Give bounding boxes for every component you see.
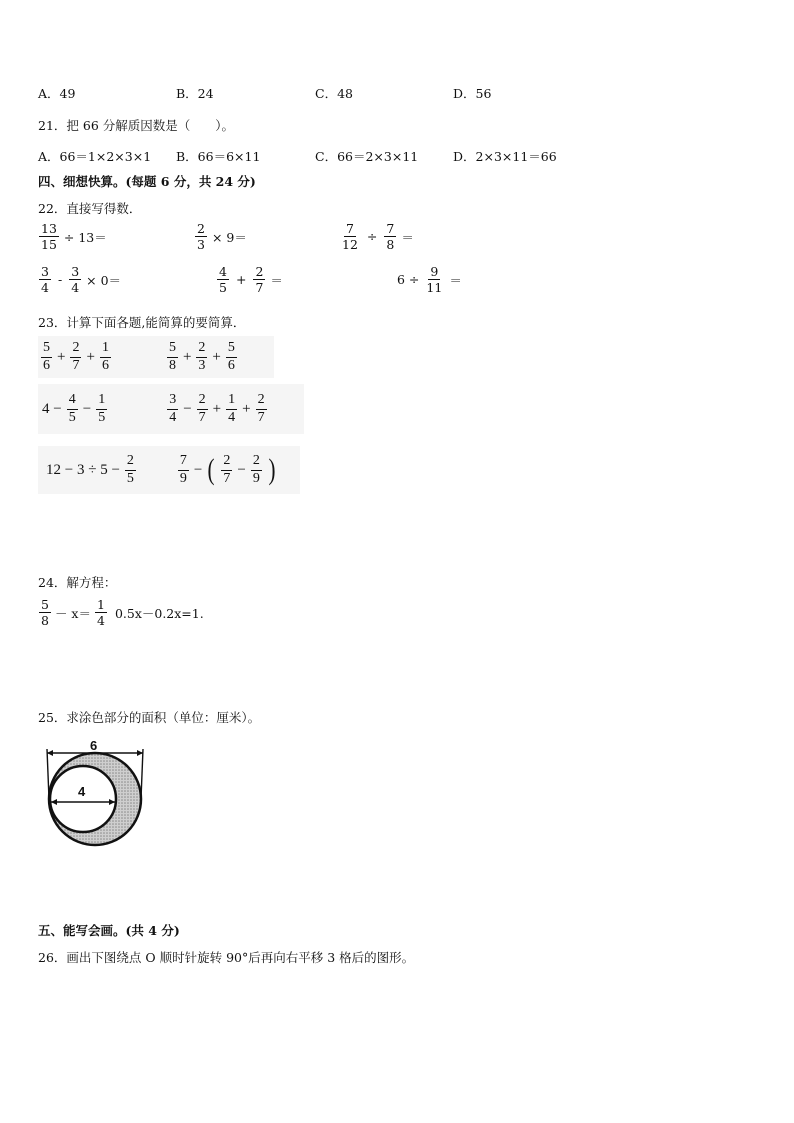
- shaded-ring-figure: [40, 736, 150, 848]
- fraction: $\frac{2}{7}$: [223, 452, 231, 486]
- fraction: $\frac{1}{5}$: [98, 391, 106, 425]
- q22-row2-expr2: $\frac{4}{5}$ + $\frac{2}{7}$ ＝: [219, 264, 283, 296]
- fraction: $\frac{2}{7}$: [198, 391, 206, 425]
- fraction: $\frac{2}{7}$: [255, 264, 264, 296]
- fraction: $\frac{2}{9}$: [252, 452, 260, 486]
- fraction: $\frac{2}{7}$: [257, 391, 265, 425]
- fraction: $\frac{7}{8}$: [386, 221, 395, 253]
- fraction: $\frac{2}{3}$: [198, 339, 206, 373]
- q21-option-c: C．66＝2×3×11: [315, 149, 419, 164]
- q21-option-d: D．2×3×11＝66: [453, 149, 557, 164]
- fraction: $\frac{3}{4}$: [169, 391, 177, 425]
- q21-option-a: A．66＝1×2×3×1: [38, 149, 152, 164]
- q20-option-a: A．49: [38, 86, 76, 101]
- q22-row1-expr1: $\frac{13}{15}$ ÷ 13＝: [41, 221, 107, 253]
- q26-stem: 26．画出下图绕点 O 顺时针旋转 90°后再向右平移 3 格后的图形。: [38, 950, 415, 965]
- q21-stem: 21．把 66 分解质因数是（ ）。: [38, 118, 235, 133]
- fraction: $\frac{7}{12}$: [342, 221, 358, 253]
- inner-circle: [50, 766, 116, 832]
- q23-row1-scan: $\frac{5}{6}$ + $\frac{2}{7}$ + $\frac{1}{6}$ $\frac{5}{8}$ + $\frac{2}{3}$ + $\frac{5}{6}$: [38, 336, 274, 378]
- q22-row1-expr2: $\frac{2}{3}$ × 9＝: [197, 221, 247, 253]
- fraction: $\frac{4}{5}$: [68, 391, 76, 425]
- fraction: $\frac{3}{4}$: [71, 264, 80, 296]
- fraction: $\frac{9}{11}$: [426, 264, 443, 296]
- fraction: $\frac{13}{15}$: [41, 221, 57, 253]
- fraction: $\frac{5}{8}$: [41, 597, 49, 629]
- fraction: $\frac{2}{7}$: [72, 339, 80, 373]
- q22-row2-expr1: $\frac{3}{4}$ - $\frac{3}{4}$ × 0＝: [41, 264, 122, 296]
- fraction: $\frac{4}{5}$: [219, 264, 227, 296]
- fraction: $\frac{2}{3}$: [197, 221, 205, 253]
- q20-option-d: D．56: [453, 86, 492, 101]
- q20-option-c: C．48: [315, 86, 353, 101]
- section5-title: 五、能写会画。(共 4 分): [38, 923, 180, 938]
- fraction: $\frac{7}{9}$: [179, 452, 187, 486]
- q23-row3-scan: 12 − 3 ÷ 5 − $\frac{2}{5}$ $\frac{7}{9}$ − ( $\frac{2}{7}$ − $\frac{2}{9}$ ): [38, 446, 300, 494]
- q23-stem: 23．计算下面各题,能简算的要简算．: [38, 315, 246, 330]
- q22-row2-expr3: 6 ÷ $\frac{9}{11}$ ＝: [397, 264, 462, 296]
- fraction: $\frac{5}{6}$: [43, 339, 50, 373]
- q20-option-b: B．24: [176, 86, 214, 101]
- section4-title: 四、细想快算。(每题 6 分，共 24 分): [38, 174, 256, 189]
- fraction: $\frac{3}{4}$: [41, 264, 49, 296]
- outer-label: 6: [90, 738, 98, 753]
- q21-option-b: B．66＝6×11: [176, 149, 261, 164]
- fraction: $\frac{2}{5}$: [126, 452, 134, 486]
- fraction: $\frac{1}{4}$: [228, 391, 236, 425]
- q24-equations: $\frac{5}{8}$ － x＝ $\frac{1}{4}$ 0.5x－0.2x=1.: [41, 597, 204, 629]
- q22-row1-expr3: $\frac{7}{12}$ ÷ $\frac{7}{8}$ ＝: [342, 221, 414, 253]
- fraction: $\frac{1}{6}$: [101, 339, 109, 373]
- q25-figure: [40, 736, 150, 848]
- q25-stem: 25．求涂色部分的面积（单位：厘米）。: [38, 710, 261, 725]
- q22-stem: 22．直接写得数．: [38, 201, 142, 216]
- q24-equation-2: 0.5x－0.2x=1.: [114, 605, 204, 621]
- fraction: $\frac{5}{8}$: [168, 339, 176, 373]
- q23-row2-scan: 4 − $\frac{4}{5}$ − $\frac{1}{5}$ $\frac{3}{4}$ − $\frac{2}{7}$ + $\frac{1}{4}$ + $\frac{2}{7}$: [38, 384, 304, 434]
- inner-label: 4: [78, 784, 86, 799]
- fraction: $\frac{1}{4}$: [96, 597, 105, 629]
- fraction: $\frac{5}{6}$: [227, 339, 235, 373]
- q24-stem: 24．解方程：: [38, 575, 117, 590]
